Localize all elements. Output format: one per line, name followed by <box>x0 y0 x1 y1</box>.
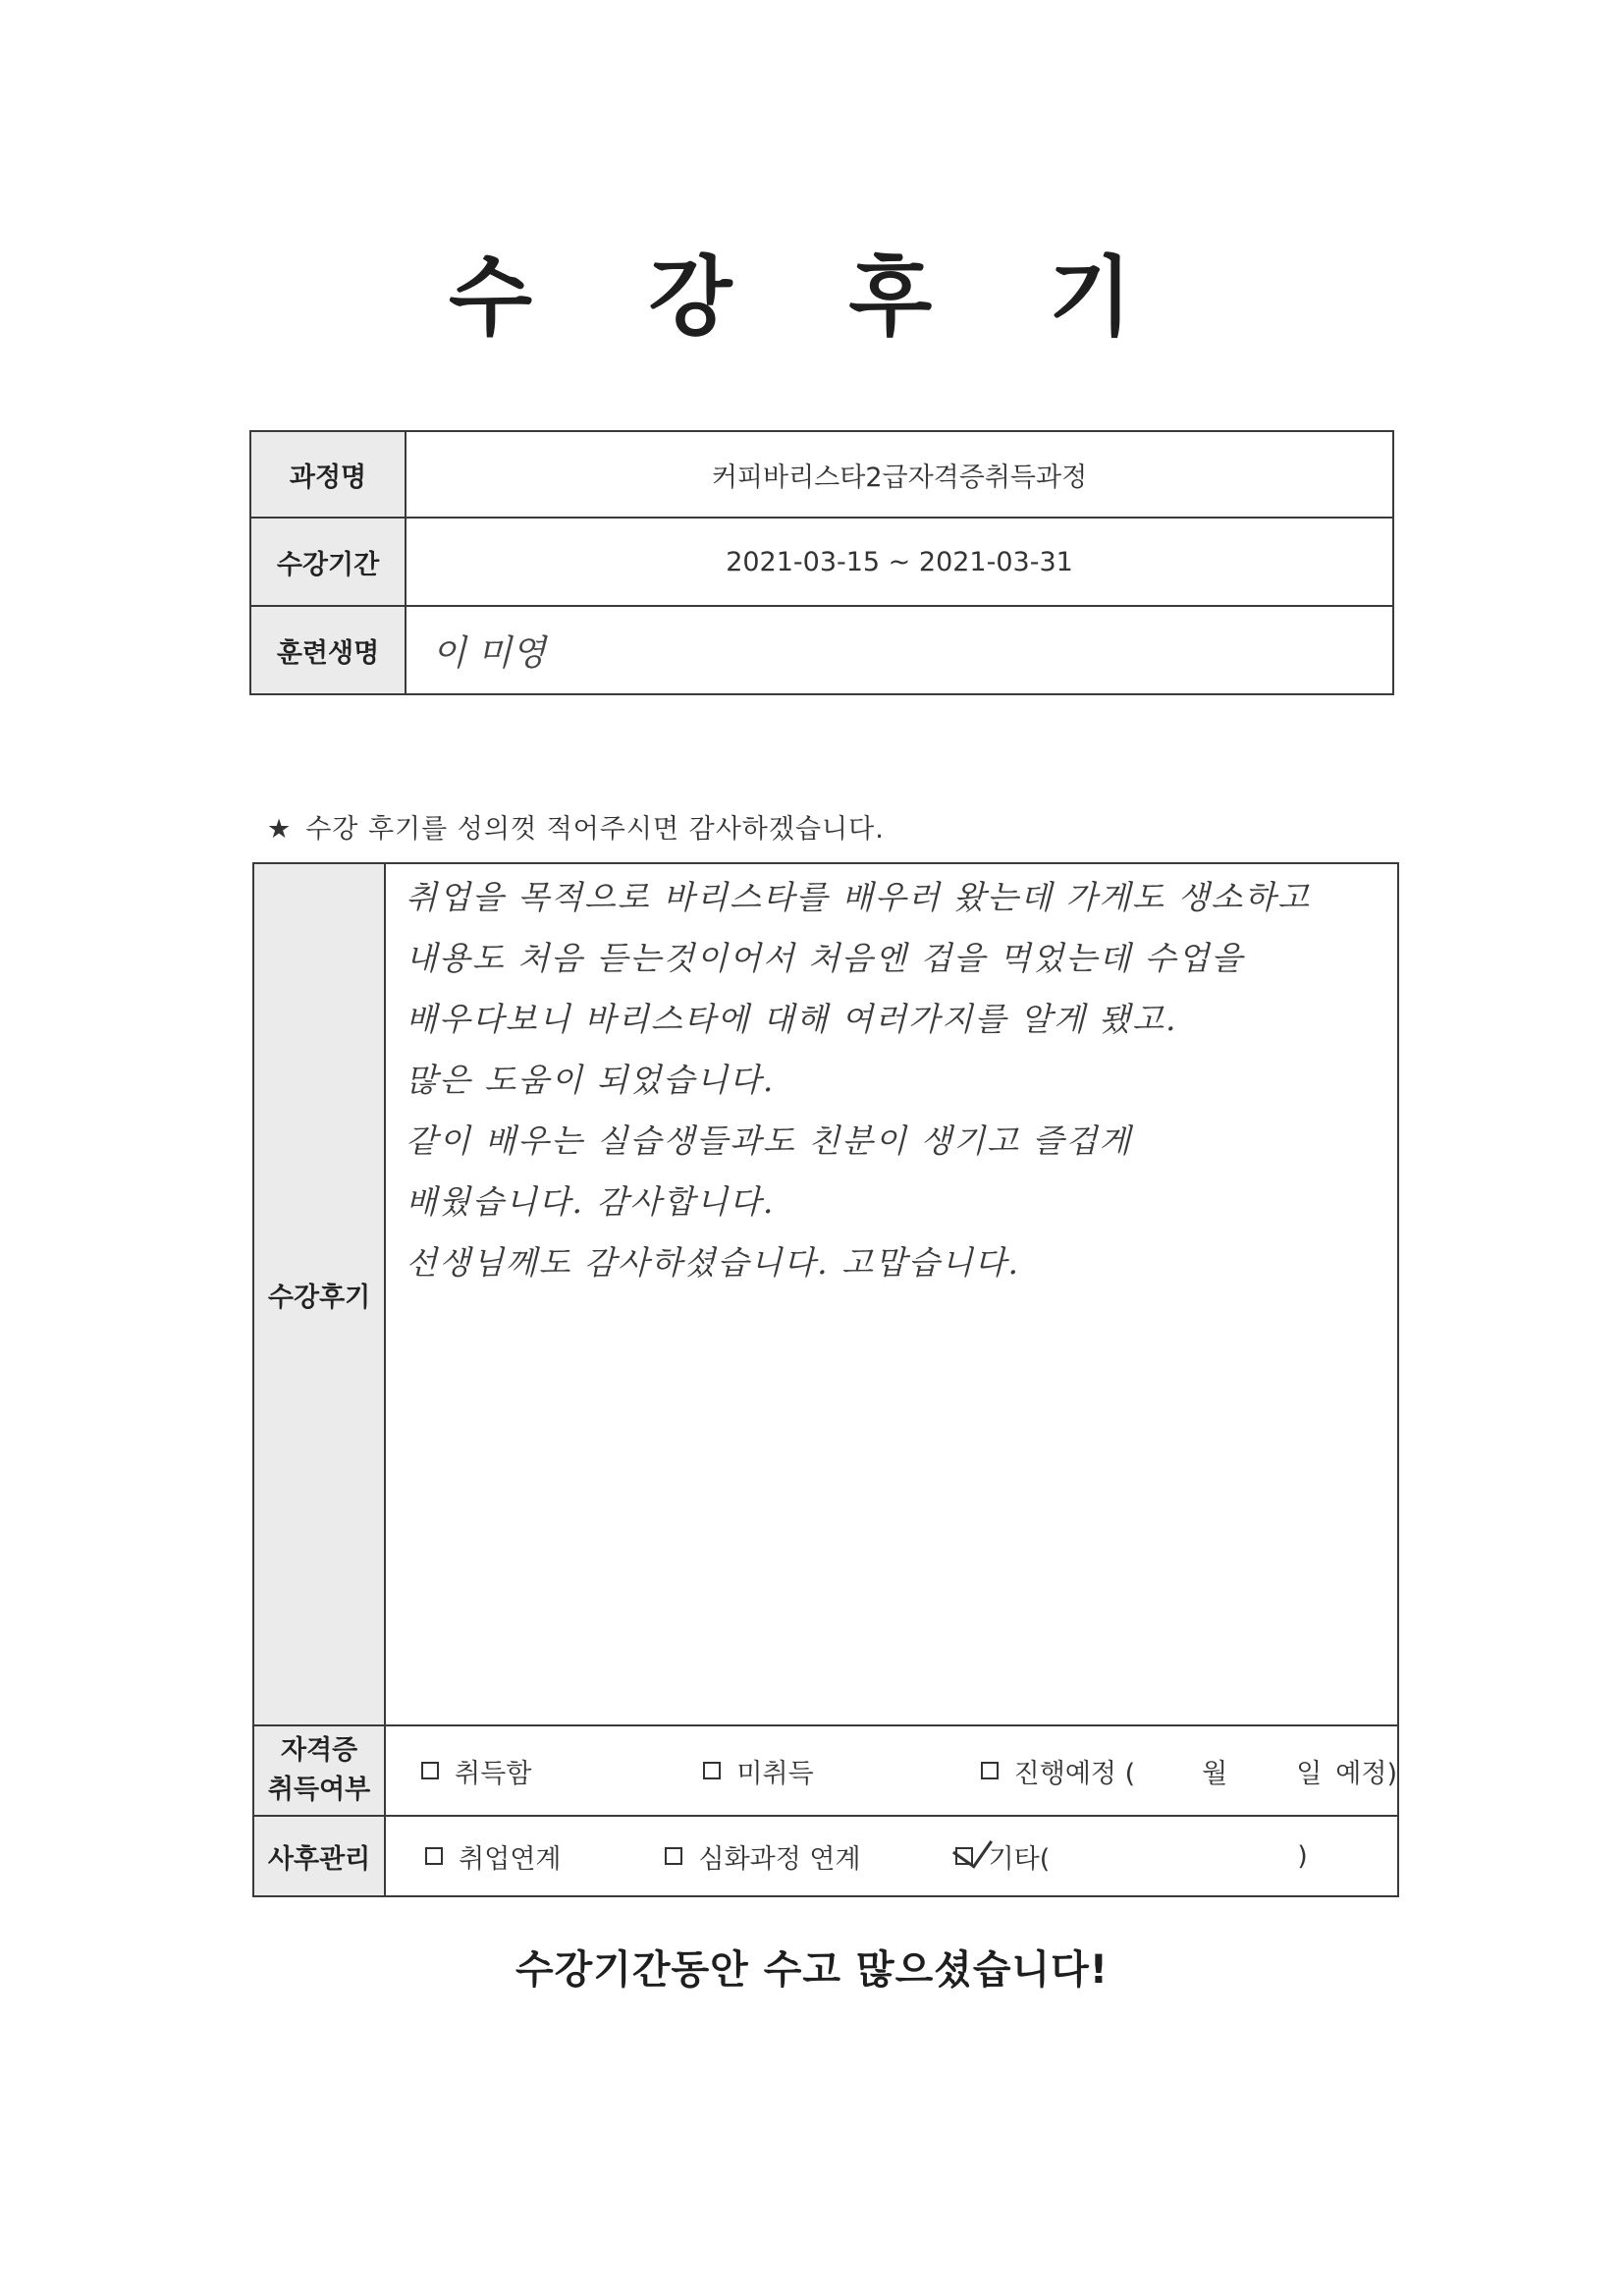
option-planned-label: 진행예정 ( <box>1013 1758 1136 1789</box>
checkbox-icon[interactable] <box>665 1847 682 1865</box>
review-line: 내용도 처음 듣는것이어서 처음엔 겁을 먹었는데 수업을 <box>406 939 1245 977</box>
option-job-label: 취업연계 <box>459 1843 562 1875</box>
course-label: 과정명 <box>250 431 406 518</box>
checkbox-icon[interactable] <box>421 1762 439 1779</box>
page-title: 수 강 후 기 <box>449 246 1175 348</box>
period-value: 2021-03-15 ~ 2021-03-31 <box>406 518 1393 606</box>
option-acquired[interactable] <box>421 1752 531 1790</box>
option-advanced[interactable] <box>665 1837 860 1876</box>
review-line: 취업을 목적으로 바리스타를 배우러 왔는데 가게도 생소하고 <box>406 878 1312 916</box>
option-planned[interactable] <box>981 1752 1397 1790</box>
review-row <box>253 863 1398 1725</box>
aftercare-options <box>385 1816 1398 1896</box>
review-body <box>385 863 1398 1725</box>
aftercare-row <box>253 1816 1398 1896</box>
review-handwritten-text <box>406 878 1348 1304</box>
course-value: 커피바리스타2급자격증취득과정 <box>406 431 1393 518</box>
option-acquired-label: 취득함 <box>455 1758 532 1789</box>
review-table <box>252 862 1399 1897</box>
certification-options-group <box>386 1726 1397 1815</box>
option-not-acquired[interactable] <box>703 1752 813 1790</box>
certification-options <box>385 1725 1398 1816</box>
notice-message: 수강 후기를 성의껏 적어주시면 감사하겠습니다. <box>305 814 885 845</box>
star-icon: ★ <box>267 814 293 845</box>
option-not-acquired-label: 미취득 <box>736 1758 814 1789</box>
review-line: 선생님께도 감사하셨습니다. 고맙습니다. <box>406 1243 1021 1282</box>
checkbox-icon[interactable] <box>425 1847 443 1865</box>
checkbox-icon[interactable] <box>981 1762 999 1779</box>
month-label: 월 <box>1202 1758 1228 1789</box>
trainee-row <box>250 606 1393 694</box>
period-row <box>250 518 1393 606</box>
trainee-name-handwritten: 이 미영 <box>406 606 1393 694</box>
checkbox-icon[interactable] <box>703 1762 721 1779</box>
notice-text <box>267 807 885 846</box>
option-other-label: 기타( <box>988 1843 1051 1875</box>
aftercare-label: 사후관리 <box>253 1816 385 1896</box>
review-line: 많은 도움이 되었습니다. <box>406 1061 776 1099</box>
closing-message: 수강기간동안 수고 많으셨습니다! <box>514 1947 1110 1993</box>
period-label: 수강기간 <box>250 518 406 606</box>
option-advanced-label: 심화과정 연계 <box>698 1843 861 1875</box>
review-line: 같이 배우는 실습생들과도 친분이 생기고 즐겁게 <box>406 1121 1133 1160</box>
review-line: 배웠습니다. 감사합니다. <box>406 1182 776 1221</box>
trainee-label: 훈련생명 <box>250 606 406 694</box>
certification-label <box>253 1725 385 1816</box>
course-row <box>250 431 1393 518</box>
review-line: 배우다보니 바리스타에 대해 여러가지를 알게 됐고. <box>406 1000 1178 1038</box>
option-other[interactable] <box>955 1837 1308 1876</box>
certification-label-line1: 자격증 <box>280 1735 358 1766</box>
certification-row <box>253 1725 1398 1816</box>
option-job[interactable] <box>425 1837 561 1876</box>
day-label: 일 <box>1296 1758 1323 1789</box>
course-info-table <box>249 430 1394 695</box>
checked-checkbox-icon[interactable] <box>955 1847 973 1865</box>
aftercare-options-group <box>386 1817 1397 1895</box>
planned-suffix: 예정) <box>1335 1758 1397 1789</box>
certification-label-line2: 취득여부 <box>267 1775 371 1805</box>
option-other-close: ) <box>1297 1840 1308 1872</box>
review-label: 수강후기 <box>253 863 385 1725</box>
